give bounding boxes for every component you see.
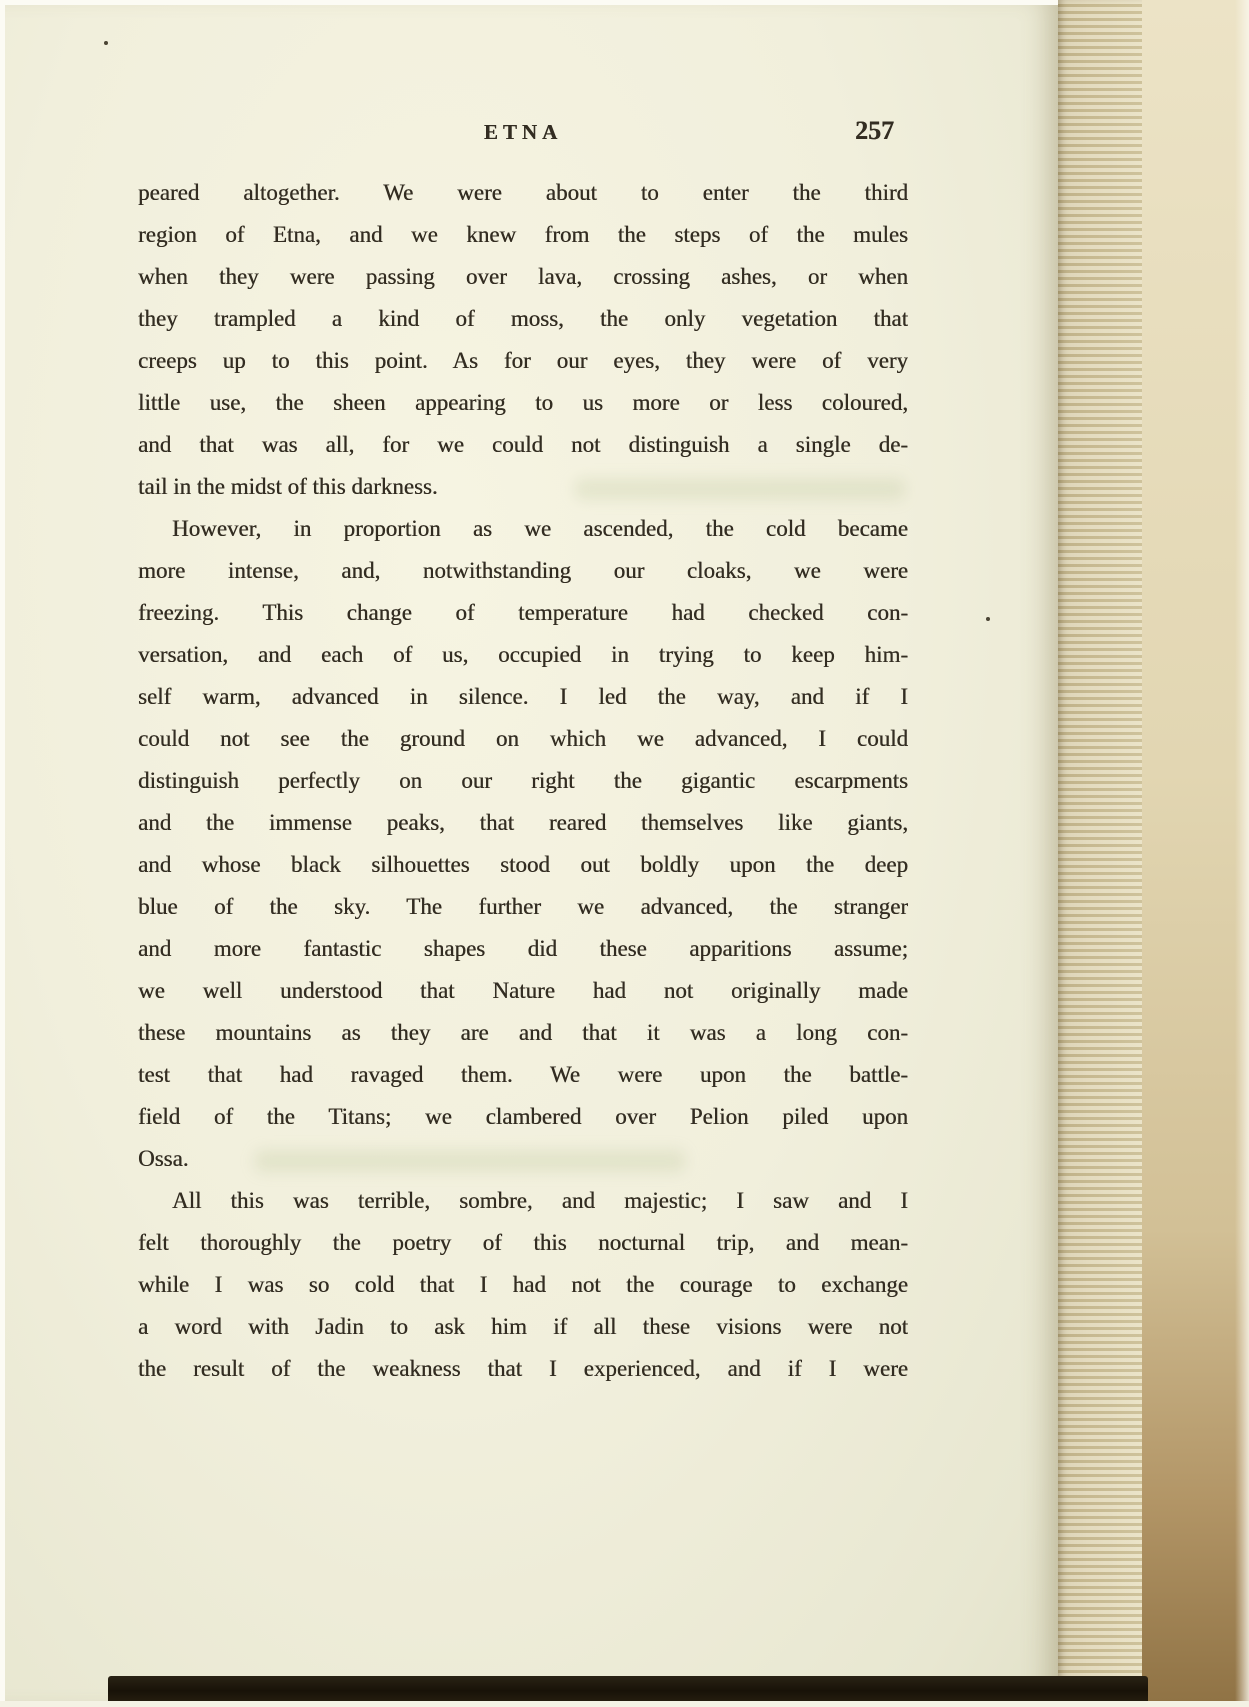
text-line: region of Etna, and we knew from the steps of the mules: [138, 222, 908, 247]
scan-speck: [986, 617, 990, 621]
text-line: the result of the weakness that I experienced, and if I were: [138, 1356, 908, 1381]
text-line: more intense, and, notwithstanding our cloaks, we were: [138, 558, 908, 583]
text-line: while I was so cold that I had not the courage to exchange: [138, 1272, 908, 1297]
text-line: when they were passing over lava, crossing ashes, or when: [138, 264, 908, 289]
text-line: they trampled a kind of moss, the only vegetation that: [138, 306, 908, 331]
scan-bottom-shadow: [108, 1676, 1148, 1701]
text-line: blue of the sky. The further we advanced, the stranger: [138, 894, 908, 919]
text-line: little use, the sheen appearing to us more or less coloured,: [138, 390, 908, 415]
text-line: field of the Titans; we clambered over Pelion piled upon: [138, 1104, 908, 1129]
page-number: 257: [855, 116, 894, 145]
text-line: freezing. This change of temperature had checked con-: [138, 600, 908, 625]
text-line: creeps up to this point. As for our eyes, they were of very: [138, 348, 908, 373]
text-line: All this was terrible, sombre, and majestic; I saw and I: [172, 1188, 908, 1213]
text-line: peared altogether. We were about to enter the third: [138, 180, 908, 205]
text-line: and that was all, for we could not distinguish a single de-: [138, 432, 908, 457]
page-fore-edges: [1058, 0, 1142, 1707]
text-line: tail in the midst of this darkness.: [138, 474, 438, 499]
text-line: could not see the ground on which we advanced, I could: [138, 726, 908, 751]
scan-edge-bottom: [0, 1701, 1249, 1707]
text-line: However, in proportion as we ascended, the cold became: [172, 516, 908, 541]
page-header: [138, 116, 908, 152]
text-line: these mountains as they are and that it was a long con-: [138, 1020, 908, 1045]
text-line: versation, and each of us, occupied in trying to keep him-: [138, 642, 908, 667]
text-line: Ossa.: [138, 1146, 189, 1171]
text-line: self warm, advanced in silence. I led the way, and if I: [138, 684, 908, 709]
text-line: felt thoroughly the poetry of this nocturnal trip, and mean-: [138, 1230, 908, 1255]
scan-speck: [104, 41, 108, 45]
text-line: we well understood that Nature had not originally made: [138, 978, 908, 1003]
text-line: test that had ravaged them. We were upon the battle-: [138, 1062, 908, 1087]
text-line: a word with Jadin to ask him if all these visions were not: [138, 1314, 908, 1339]
scan-edge-left: [0, 0, 5, 1707]
scan-edge-top: [0, 0, 1058, 5]
book-cover-edge: [1142, 0, 1249, 1707]
running-title: ETNA: [483, 120, 563, 144]
text-line: and whose black silhouettes stood out boldly upon the deep: [138, 852, 908, 877]
text-line: and the immense peaks, that reared themselves like giants,: [138, 810, 908, 835]
text-line: and more fantastic shapes did these apparitions assume;: [138, 936, 908, 961]
paragraph: [138, 1180, 908, 1390]
paragraph: [138, 172, 908, 508]
text-column: [138, 172, 908, 1390]
paragraph: [138, 508, 908, 1180]
text-line: distinguish perfectly on our right the gigantic escarpments: [138, 768, 908, 793]
